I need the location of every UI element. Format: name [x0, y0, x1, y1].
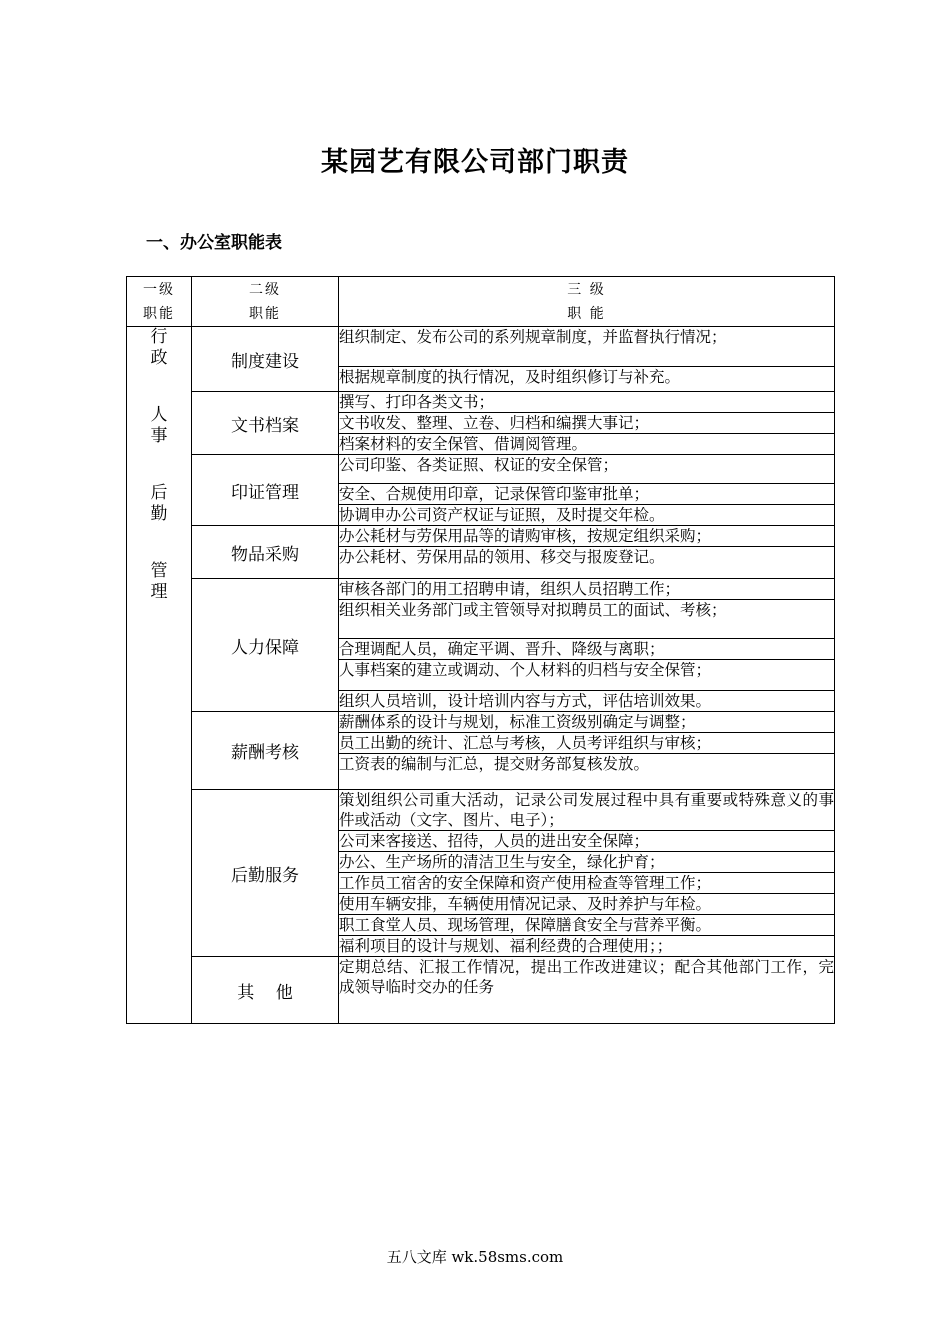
header-level2	[192, 277, 339, 327]
duty-item: 定期总结、汇报工作情况，提出工作改进建议；配合其他部门工作，完成领导临时交办的任务	[339, 957, 835, 1024]
level2-function: 制度建设	[192, 327, 339, 392]
level1-char: 勤	[150, 504, 168, 524]
duty-item: 公司来客接送、招待，人员的进出安全保障；	[339, 831, 835, 852]
duty-item: 工资表的编制与汇总，提交财务部复核发放。	[339, 754, 835, 790]
duty-item: 撰写、打印各类文书；	[339, 392, 835, 413]
level2-function: 物品采购	[192, 526, 339, 579]
level2-function: 后勤服务	[192, 790, 339, 957]
table-row	[127, 455, 835, 484]
header-level3-line: 三 级	[567, 281, 606, 298]
table-row	[127, 712, 835, 733]
duty-table	[126, 276, 835, 1024]
level2-function: 文书档案	[192, 392, 339, 455]
duty-item: 工作员工宿舍的安全保障和资产使用检查等管理工作；	[339, 873, 835, 894]
level1-char: 管	[150, 561, 168, 581]
duty-item: 员工出勤的统计、汇总与考核，人员考评组织与审核；	[339, 733, 835, 754]
duty-item: 档案材料的安全保管、借调阅管理。	[339, 434, 835, 455]
duty-item: 薪酬体系的设计与规划，标准工资级别确定与调整；	[339, 712, 835, 733]
duty-item: 协调申办公司资产权证与证照，及时提交年检。	[339, 505, 835, 526]
duty-item: 审核各部门的用工招聘申请，组织人员招聘工作；	[339, 579, 835, 600]
duty-item: 办公耗材与劳保用品等的请购审核，按规定组织采购；	[339, 526, 835, 547]
duty-item: 使用车辆安排，车辆使用情况记录、及时养护与年检。	[339, 894, 835, 915]
table-row	[127, 526, 835, 547]
level1-char: 政	[150, 348, 168, 368]
duty-item: 策划组织公司重大活动，记录公司发展过程中具有重要或特殊意义的事件或活动（文字、图片、电子）；	[339, 791, 834, 829]
duty-item: 办公、生产场所的清洁卫生与安全，绿化护育；	[339, 852, 835, 873]
document-title: 某园艺有限公司部门职责	[321, 147, 629, 178]
duty-item: 组织制定、发布公司的系列规章制度，并监督执行情况；	[339, 327, 835, 367]
duty-item: 办公耗材、劳保用品的领用、移交与报废登记。	[339, 547, 835, 579]
header-level2-line: 职能	[249, 305, 281, 322]
table-row	[127, 957, 835, 1024]
level1-cell	[127, 327, 192, 1024]
duty-item: 职工食堂人员、现场管理，保障膳食安全与营养平衡。	[339, 915, 835, 936]
level1-char: 理	[150, 582, 168, 602]
duty-item: 安全、合规使用印章，记录保管印鉴审批单；	[339, 484, 835, 505]
table-row	[127, 579, 835, 600]
level1-char: 人	[150, 405, 168, 425]
duty-item: 根据规章制度的执行情况，及时组织修订与补充。	[339, 367, 835, 392]
header-level3	[339, 277, 835, 327]
section-heading: 一、办公室职能表	[146, 233, 282, 253]
header-level1	[127, 277, 192, 327]
table-row	[127, 327, 835, 367]
level2-function: 其 他	[192, 957, 339, 1024]
duty-item: 组织相关业务部门或主管领导对拟聘员工的面试、考核；	[339, 600, 835, 639]
level1-char: 事	[150, 426, 168, 446]
duty-item: 组织人员培训，设计培训内容与方式，评估培训效果。	[339, 691, 835, 712]
level1-char: 行	[150, 327, 168, 347]
level2-function: 人力保障	[192, 579, 339, 712]
duty-item: 人事档案的建立或调动、个人材料的归档与安全保管；	[339, 660, 835, 691]
duty-item: 福利项目的设计与规划、福利经费的合理使用；；	[339, 936, 835, 957]
duty-item: 公司印鉴、各类证照、权证的安全保管；	[339, 455, 835, 484]
header-level1-line: 职能	[143, 305, 175, 322]
level1-char: 后	[150, 483, 168, 503]
footer-watermark: 五八文库 wk.58sms.com	[386, 1248, 564, 1266]
header-level2-line: 二级	[249, 281, 281, 298]
duty-item: 文书收发、整理、立卷、归档和编撰大事记；	[339, 413, 835, 434]
level2-function: 印证管理	[192, 455, 339, 526]
table-row	[127, 790, 835, 831]
header-level3-line: 职 能	[567, 305, 606, 322]
level2-function: 薪酬考核	[192, 712, 339, 790]
duty-item: 合理调配人员，确定平调、晋升、降级与离职；	[339, 639, 835, 660]
level1-label	[127, 327, 191, 603]
table-body	[127, 327, 835, 1024]
table-row	[127, 392, 835, 413]
header-level1-line: 一级	[143, 281, 175, 298]
table-header-row	[127, 277, 835, 327]
